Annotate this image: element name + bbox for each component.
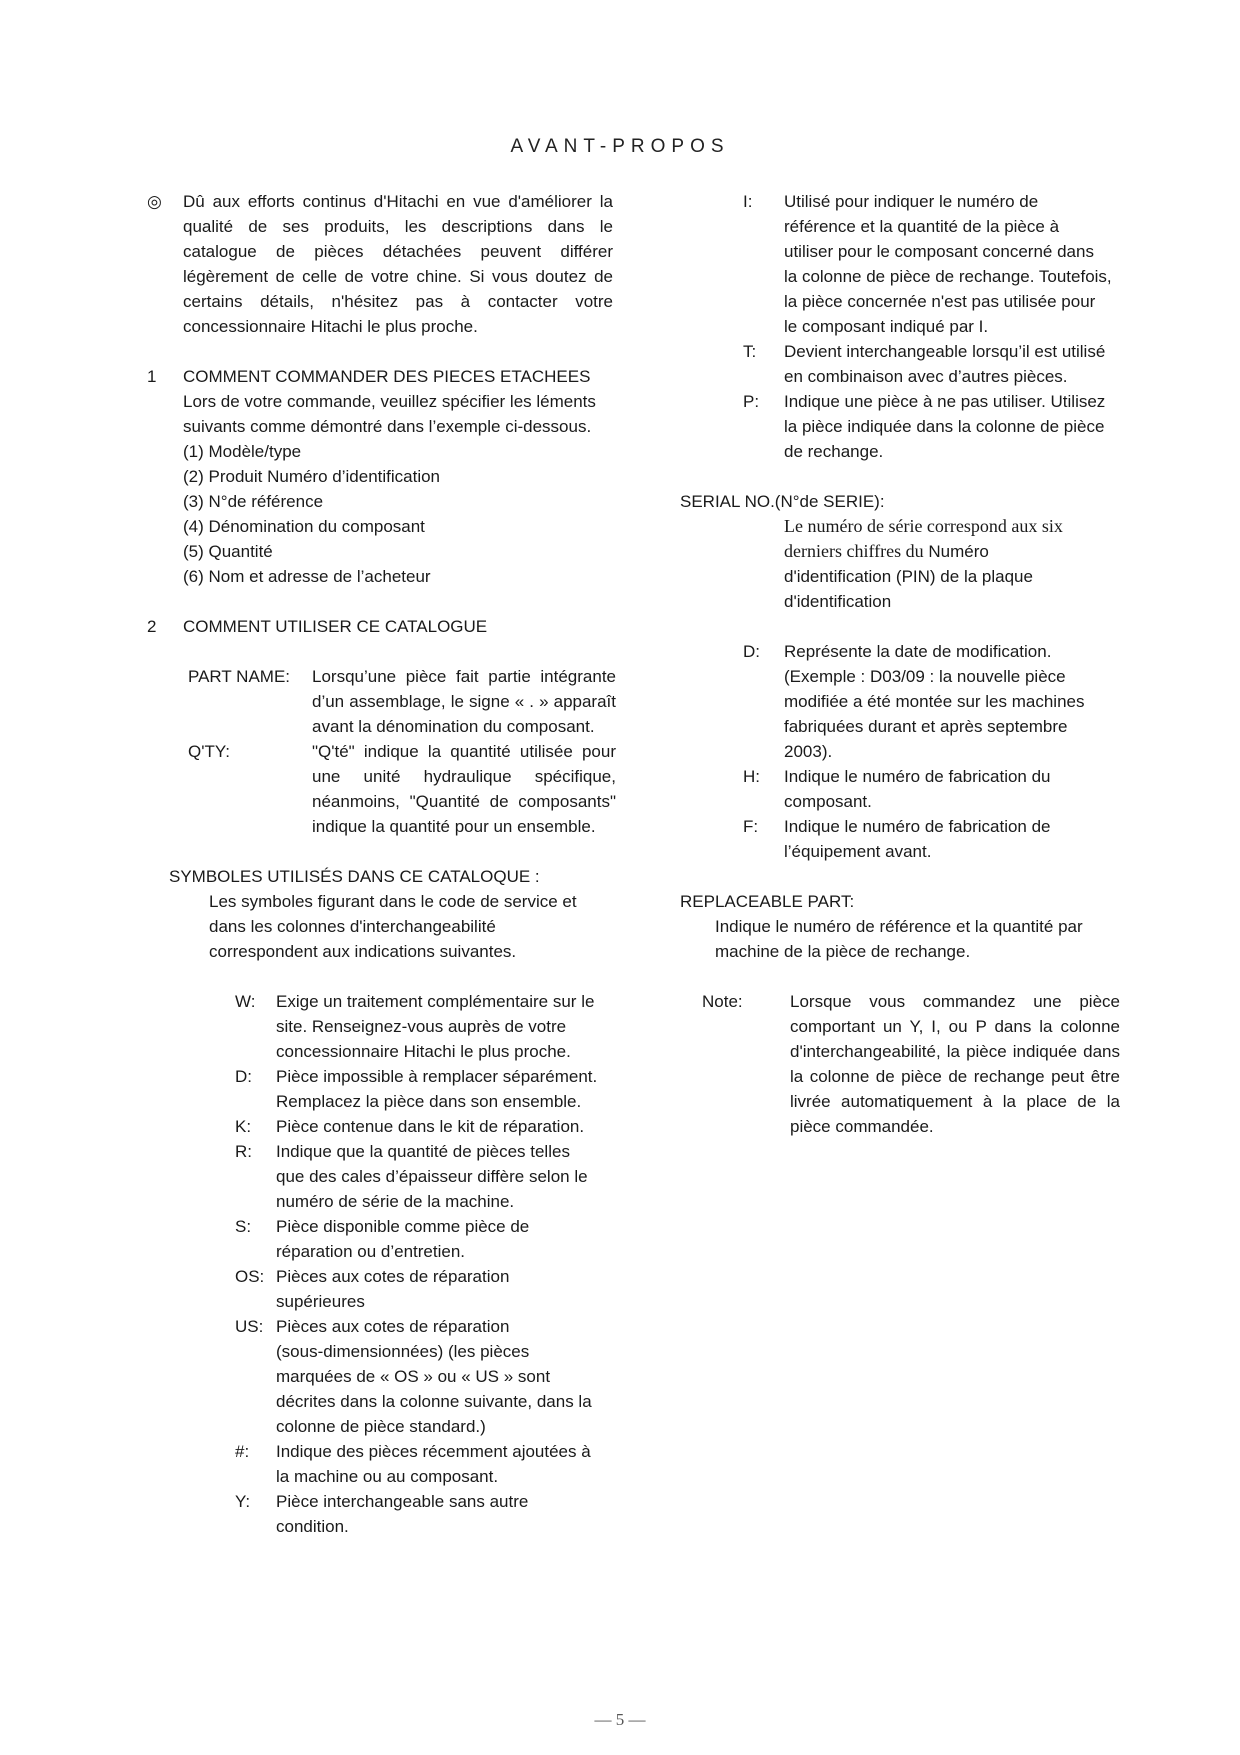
serial-symbol-list <box>680 639 1140 864</box>
qty-text: "Q'té" indique la quantité utilisée pour une unité hydraulique spécifique, néanmoins, "Quantité de composants" indique la quantité pour un ensemble. <box>312 742 616 836</box>
symbols-desc-line: Les symboles figurant dans le code de service et <box>209 892 577 911</box>
symbol-item-us <box>235 1314 617 1439</box>
symbol-item-i <box>743 189 1140 339</box>
symbol-key: P: <box>743 392 760 411</box>
part-name-entry <box>147 664 617 739</box>
symbol-item-t <box>743 339 1140 389</box>
symbol-key: S: <box>235 1217 252 1236</box>
symbol-item-hash <box>235 1439 617 1489</box>
replaceable-heading: REPLACEABLE PART: <box>680 892 855 911</box>
symbol-item-d-date <box>743 639 1140 764</box>
symbol-line: l’équipement avant. <box>784 842 932 861</box>
symbol-line: de rechange. <box>784 442 884 461</box>
serial-line: Le numéro de série correspond aux six <box>784 516 1063 536</box>
symbol-item-d <box>235 1064 617 1114</box>
note-label: Note: <box>702 992 743 1011</box>
symbol-key: OS: <box>235 1267 265 1286</box>
symbol-key: Y: <box>235 1492 251 1511</box>
order-item: (4) Dénomination du composant <box>183 517 425 536</box>
replaceable-line: machine de la pièce de rechange. <box>715 942 971 961</box>
symbol-line: Devient interchangeable lorsqu’il est utilisé <box>784 342 1106 361</box>
symbol-line: décrites dans la colonne suivante, dans la <box>276 1392 592 1411</box>
page-title: AVANT-PROPOS <box>510 136 730 157</box>
order-item: (2) Produit Numéro d’identification <box>183 467 441 486</box>
intro-text: Dû aux efforts continus d'Hitachi en vue d'améliorer la qualité de ses produits, les descriptions dans le catalogue de pièces détachées peuvent différer légèrement de celle de votre chine. Si vous doutez de certains détails, n'hésitez pas à contacter votre concessionnaire Hitachi le plus proche. <box>183 192 613 336</box>
serial-line-serif: derniers chiffres du <box>784 541 924 561</box>
section-1-body <box>147 389 617 589</box>
symbols-desc-line: correspondent aux indications suivantes. <box>209 942 517 961</box>
double-circle-icon: ◎ <box>147 192 162 211</box>
symbol-key: #: <box>235 1442 250 1461</box>
note-block <box>680 989 1140 1139</box>
serial-description <box>680 514 1140 614</box>
symbol-line: la pièce indiquée dans la colonne de pièce <box>784 417 1105 436</box>
symbol-line: Représente la date de modification. <box>784 642 1052 661</box>
symbol-line: réparation ou d’entretien. <box>276 1242 466 1261</box>
symbol-line: la pièce concernée n'est pas utilisée pour <box>784 292 1096 311</box>
symbol-line: référence et la quantité de la pièce à <box>784 217 1060 236</box>
symbol-line: numéro de série de la machine. <box>276 1192 515 1211</box>
symbol-line: Utilisé pour indiquer le numéro de <box>784 192 1039 211</box>
symbol-item-y <box>235 1489 617 1539</box>
serial-line <box>784 539 1140 564</box>
part-name-text: Lorsqu’une pièce fait partie intégrante d’un assemblage, le signe « . » apparaît avant la dénomination du composant. <box>312 667 616 736</box>
symbol-line: Indique le numéro de fabrication du <box>784 767 1051 786</box>
symbol-line: le composant indiqué par I. <box>784 317 989 336</box>
section-2-heading <box>147 614 617 639</box>
symbol-item-f <box>743 814 1140 864</box>
order-item: (5) Quantité <box>183 542 273 561</box>
symbol-line: modifiée a été montée sur les machines <box>784 692 1085 711</box>
symbol-line: supérieures <box>276 1292 365 1311</box>
right-column <box>680 189 1140 1139</box>
order-item: (3) N°de référence <box>183 492 324 511</box>
symbol-key: H: <box>743 767 760 786</box>
section-1-line: Lors de votre commande, veuillez spécifier les léments <box>183 392 596 411</box>
symbol-line: Pièce interchangeable sans autre <box>276 1492 529 1511</box>
symbol-line: Exige un traitement complémentaire sur le <box>276 992 595 1011</box>
symbol-item-os <box>235 1264 617 1314</box>
symbol-key: D: <box>235 1067 252 1086</box>
symbol-key: I: <box>743 192 753 211</box>
symbol-line: marquées de « OS » ou « US » sont <box>276 1367 551 1386</box>
section-2-number: 2 <box>147 617 157 636</box>
part-name-label: PART NAME: <box>188 667 291 686</box>
symbol-line: colonne de pièce standard.) <box>276 1417 486 1436</box>
replaceable-description <box>680 914 1140 964</box>
symbol-item-k <box>235 1114 617 1139</box>
symbol-line: Pièces aux cotes de réparation <box>276 1267 510 1286</box>
symbol-list <box>147 989 617 1539</box>
symbol-line: en combinaison avec d’autres pièces. <box>784 367 1068 386</box>
symbol-line: Pièce impossible à remplacer séparément. <box>276 1067 598 1086</box>
symbol-line: Remplacez la pièce dans son ensemble. <box>276 1092 582 1111</box>
symbol-key: D: <box>743 642 760 661</box>
serial-line: d'identification <box>784 592 892 611</box>
symbol-line: Indique une pièce à ne pas utiliser. Utilisez <box>784 392 1106 411</box>
symbols-desc-line: dans les colonnes d'interchangeabilité <box>209 917 496 936</box>
symbol-item-s <box>235 1214 617 1264</box>
order-item: (1) Modèle/type <box>183 442 302 461</box>
symbol-item-h <box>743 764 1140 814</box>
symbol-key: T: <box>743 342 757 361</box>
symbol-line: (Exemple : D03/09 : la nouvelle pièce <box>784 667 1066 686</box>
symbol-line: condition. <box>276 1517 349 1536</box>
section-1-title: COMMENT COMMANDER DES PIECES ETACHEES <box>183 367 591 386</box>
left-column <box>147 189 617 1539</box>
serial-line: d'identification (PIN) de la plaque <box>784 567 1033 586</box>
right-symbol-list <box>680 189 1140 464</box>
section-1-number: 1 <box>147 367 157 386</box>
symbol-key: W: <box>235 992 256 1011</box>
intro-paragraph <box>147 189 617 339</box>
symbol-line: 2003). <box>784 742 833 761</box>
symbol-line: Pièce disponible comme pièce de <box>276 1217 530 1236</box>
symbol-line: Pièces aux cotes de réparation <box>276 1317 510 1336</box>
symbol-line: que des cales d’épaisseur diffère selon le <box>276 1167 588 1186</box>
qty-label: Q'TY: <box>188 742 230 761</box>
symbol-line: utiliser pour le composant concerné dans <box>784 242 1094 261</box>
symbol-line: la colonne de pièce de rechange. Toutefois, <box>784 267 1112 286</box>
symbol-line: la machine ou au composant. <box>276 1467 499 1486</box>
page-number: — 5 — <box>594 1710 646 1729</box>
symbol-line: Indique le numéro de fabrication de <box>784 817 1051 836</box>
note-text: Lorsque vous commandez une pièce comportant un Y, I, ou P dans la colonne d'interchangeabilité, la pièce indiquée dans la colonne de pièce de rechange peut être livrée automatiquement à la place de la pièce commandée. <box>790 992 1120 1136</box>
symbol-line: Indique que la quantité de pièces telles <box>276 1142 570 1161</box>
symbol-line: (sous-dimensionnées) (les pièces <box>276 1342 530 1361</box>
qty-entry <box>147 739 617 839</box>
symbol-line: site. Renseignez-vous auprès de votre <box>276 1017 567 1036</box>
symbol-key: US: <box>235 1317 264 1336</box>
serial-heading: SERIAL NO.(N°de SERIE): <box>680 492 885 511</box>
symbol-item-w <box>235 989 617 1064</box>
order-item: (6) Nom et adresse de l’acheteur <box>183 567 431 586</box>
symbol-key: K: <box>235 1117 252 1136</box>
section-2-title: COMMENT UTILISER CE CATALOGUE <box>183 617 488 636</box>
symbol-key: R: <box>235 1142 252 1161</box>
serial-line-rest: Numéro <box>923 542 989 561</box>
symbol-line: composant. <box>784 792 872 811</box>
section-1-heading <box>147 364 617 389</box>
symbol-line: fabriquées durant et après septembre <box>784 717 1068 736</box>
symbol-item-p <box>743 389 1140 464</box>
symbol-item-r <box>235 1139 617 1214</box>
symbols-heading: SYMBOLES UTILISÉS DANS CE CATALOQUE : <box>169 867 540 886</box>
symbols-description <box>147 889 617 964</box>
replaceable-line: Indique le numéro de référence et la quantité par <box>715 917 1083 936</box>
symbol-line: Pièce contenue dans le kit de réparation. <box>276 1117 585 1136</box>
symbol-line: concessionnaire Hitachi le plus proche. <box>276 1042 571 1061</box>
section-1-line: suivants comme démontré dans l’exemple ci-dessous. <box>183 417 592 436</box>
symbol-key: F: <box>743 817 759 836</box>
symbol-line: Indique des pièces récemment ajoutées à <box>276 1442 591 1461</box>
